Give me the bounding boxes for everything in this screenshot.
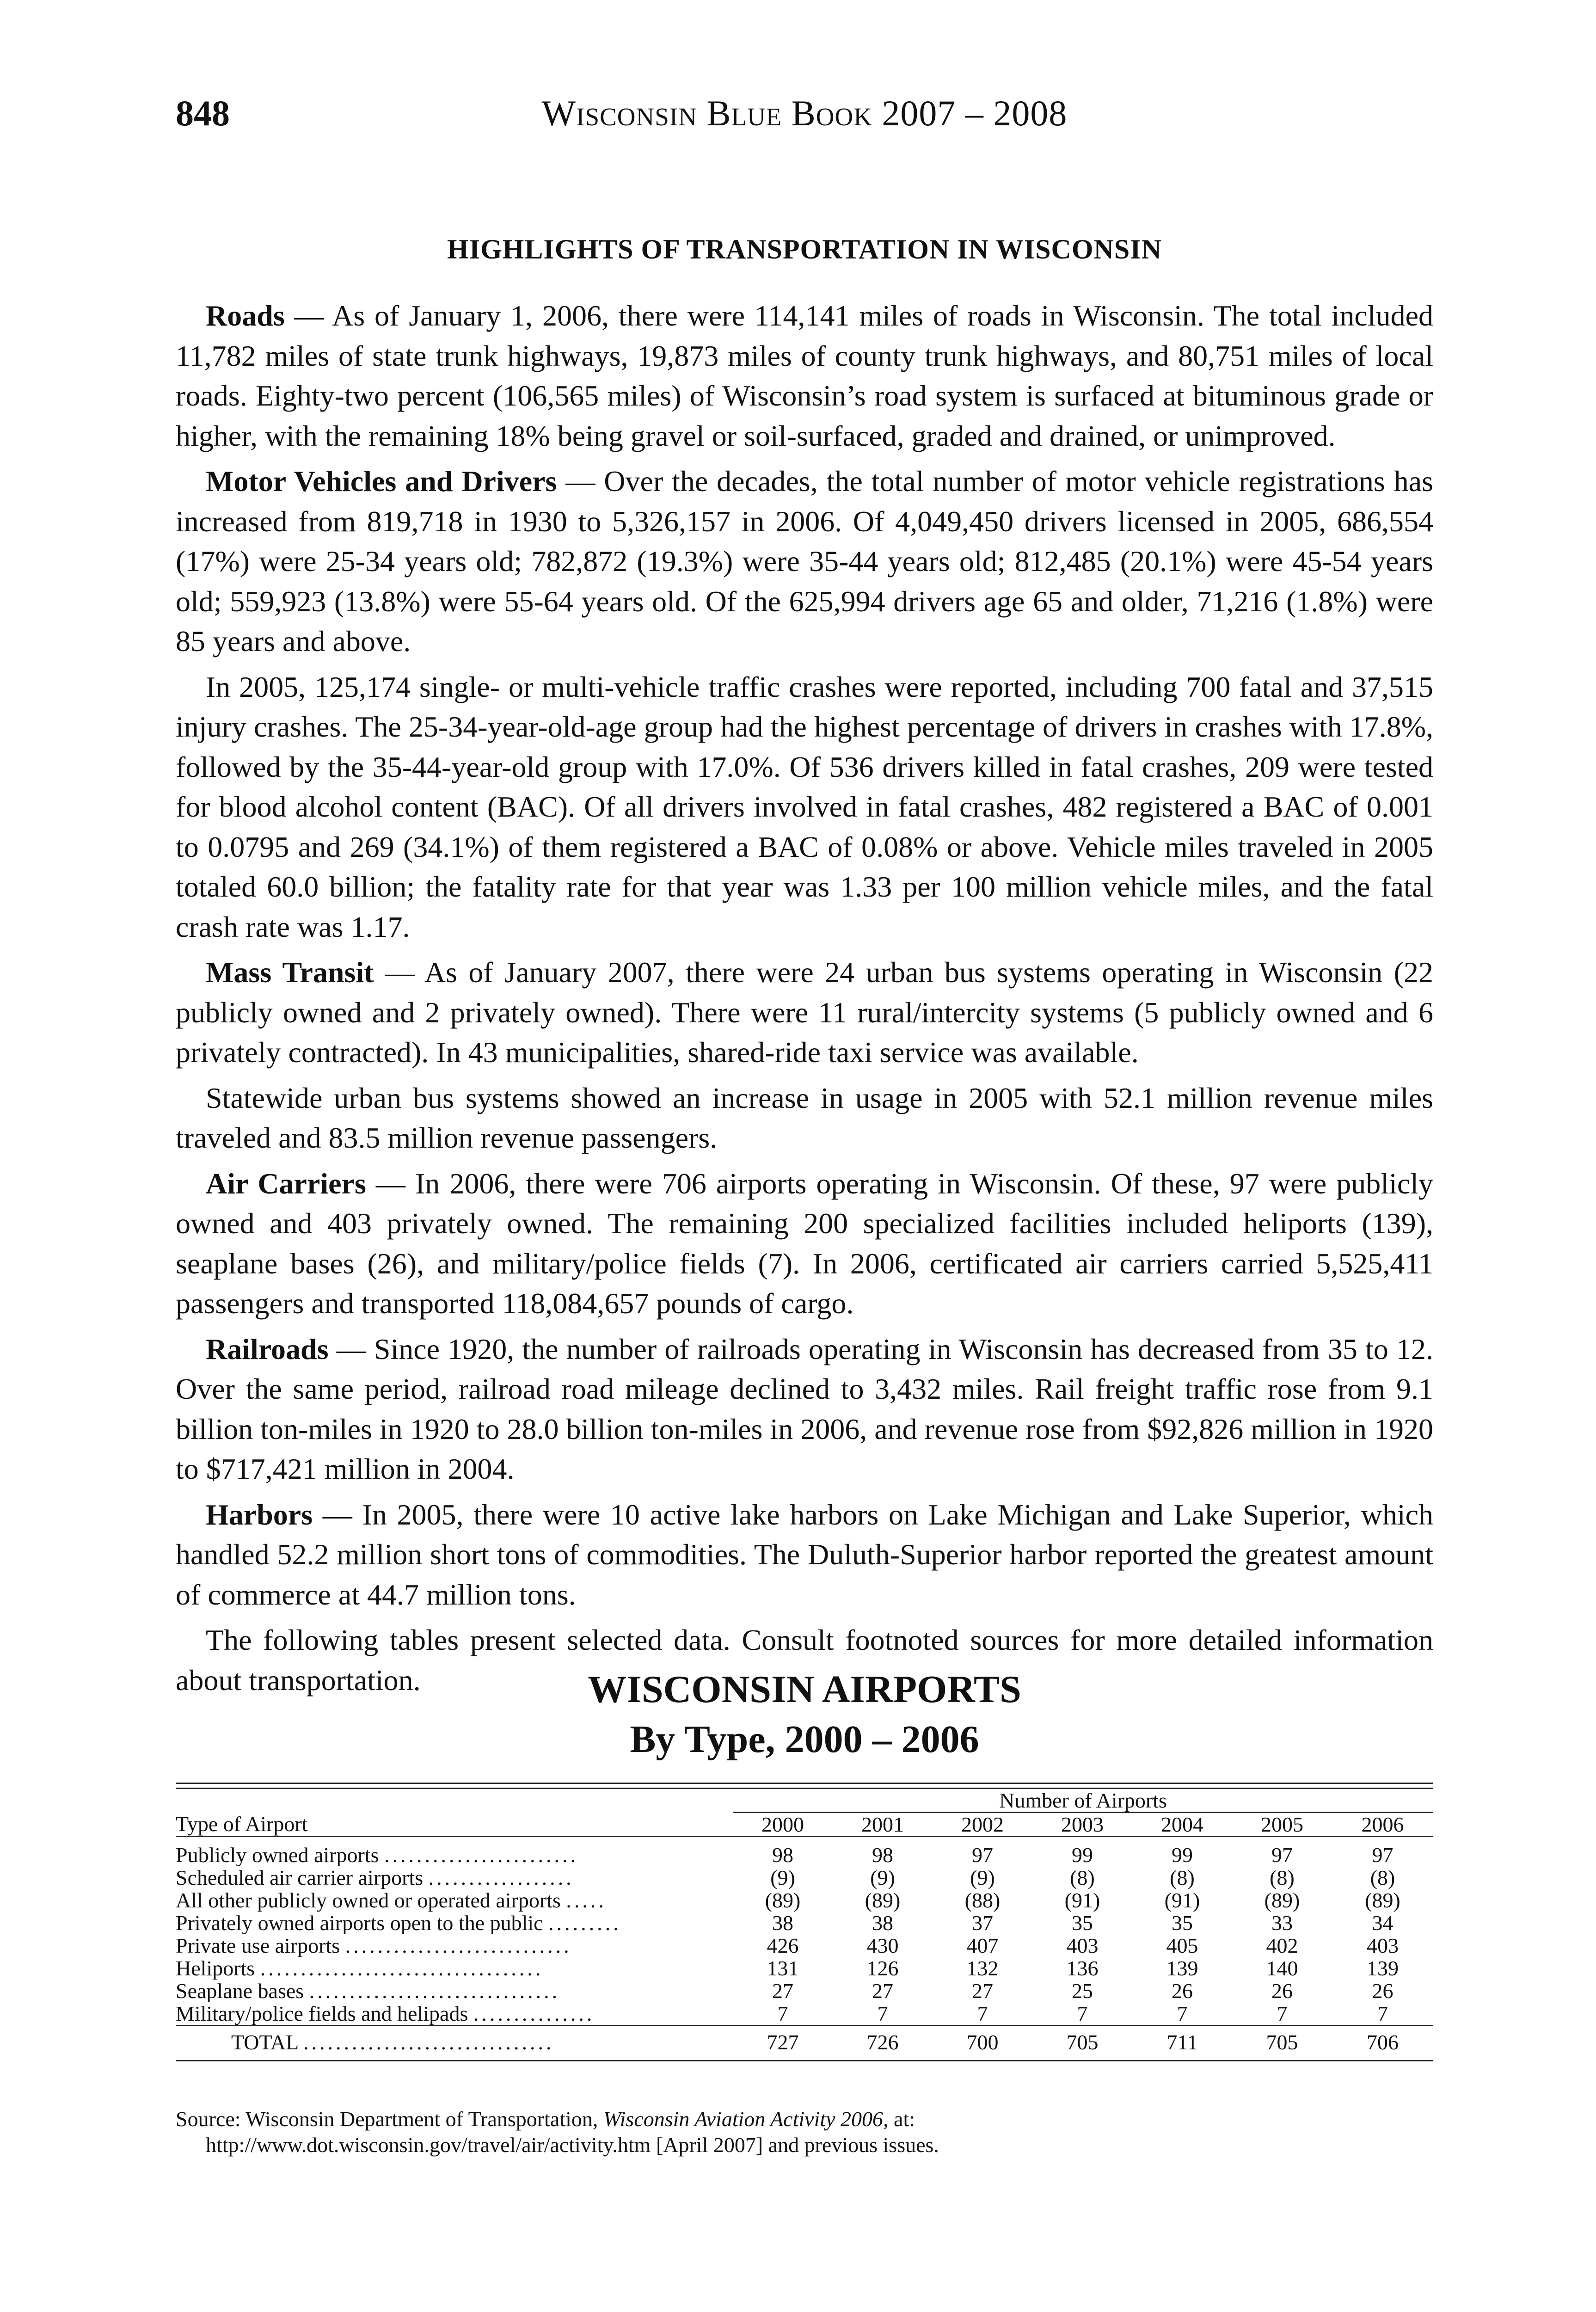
cell: (8) — [1170, 1866, 1195, 1889]
running-head — [176, 92, 1433, 143]
cell: (89) — [1365, 1888, 1400, 1912]
paragraph-bus-usage — [176, 1078, 1433, 1158]
cell: (8) — [1270, 1866, 1295, 1889]
total-label: TOTAL ............................... — [176, 2026, 733, 2061]
cell: 7 — [1177, 2002, 1188, 2025]
paragraph-lead: Mass Transit — [206, 956, 374, 989]
column-header-year: 2006 — [1332, 1813, 1433, 1837]
cell: 34 — [1372, 1911, 1393, 1935]
paragraph-lead: Harbors — [206, 1498, 313, 1531]
table-title-sub: By Type, 2000 – 2006 — [630, 1718, 979, 1761]
table-row — [176, 1934, 1433, 1957]
cell: 405 — [1166, 1934, 1198, 1957]
cell: (8) — [1070, 1866, 1095, 1889]
total-cell: 705 — [1032, 2026, 1132, 2061]
cell: 426 — [767, 1934, 799, 1957]
airports-table-wrap — [176, 1783, 1433, 2061]
cell: 99 — [1172, 1843, 1193, 1867]
table-row — [176, 1866, 1433, 1889]
total-cell: 700 — [933, 2026, 1032, 2061]
cell: 27 — [972, 1979, 993, 2003]
source-publication: Wisconsin Aviation Activity 2006, — [603, 2107, 889, 2131]
cell: 37 — [972, 1911, 993, 1935]
paragraph-body: — In 2006, there were 706 airports operating in Wisconsin. Of these, 97 were publicly owned and 403 privately owned. The remaining 200 specialized facilities included heliports (139), seaplane bases (26), and military/police fields (7). In 2006, certificated air carriers carried 5,525,411 passengers and transported 118,084,657 pounds of cargo. — [176, 1167, 1434, 1320]
source-note — [176, 2106, 1433, 2158]
row-label: Seaplane bases ............................... — [176, 1980, 560, 2002]
section-title: HIGHLIGHTS OF TRANSPORTATION IN WISCONSIN — [447, 234, 1162, 264]
cell: 7 — [1077, 2002, 1088, 2025]
row-label: Scheduled air carrier airports .................. — [176, 1866, 574, 1889]
total-cell: 726 — [833, 2026, 933, 2061]
cell: 35 — [1172, 1911, 1193, 1935]
cell: (89) — [1264, 1888, 1300, 1912]
cell: 131 — [767, 1956, 799, 1980]
paragraph-air-carriers — [176, 1164, 1433, 1324]
column-header-year: 2003 — [1032, 1813, 1132, 1837]
cell: 38 — [772, 1911, 793, 1935]
airports-table — [176, 1789, 1433, 2061]
column-header-year: 2000 — [733, 1813, 833, 1837]
cell: (9) — [970, 1866, 995, 1889]
cell: 139 — [1367, 1956, 1399, 1980]
table-row — [176, 1889, 1433, 1912]
column-header-year: 2002 — [933, 1813, 1032, 1837]
cell: 98 — [872, 1843, 893, 1867]
cell: 27 — [872, 1979, 893, 2003]
cell: 26 — [1172, 1979, 1193, 2003]
paragraph-body: — As of January 1, 2006, there were 114,141 miles of roads in Wisconsin. The total included 11,782 miles of state trunk highways, 19,873 miles of county trunk highways, and 80,751 miles of local roads. Eighty-two percent (106,565 miles) of Wisconsin’s road system is surfaced at bituminous grade or higher, with the remaining 18% being gravel or soil-surfaced, graded and drained, or unimproved. — [176, 299, 1433, 452]
cell: 132 — [966, 1956, 999, 1980]
cell: 97 — [972, 1843, 993, 1867]
paragraph-lead: Motor Vehicles and Drivers — [206, 465, 557, 498]
cell: (89) — [865, 1888, 901, 1912]
cell: 7 — [877, 2002, 888, 2025]
table-title — [176, 1665, 1433, 1765]
page-number: 848 — [176, 93, 230, 133]
source-prefix: Source: Wisconsin Department of Transportation, — [176, 2107, 603, 2131]
cell: 98 — [772, 1843, 793, 1867]
paragraph-lead: Roads — [206, 299, 285, 332]
cell: (91) — [1164, 1888, 1200, 1912]
cell: (8) — [1370, 1866, 1395, 1889]
column-header-year: 2005 — [1232, 1813, 1332, 1837]
paragraph-crashes — [176, 667, 1433, 947]
row-label: Publicly owned airports ........................ — [176, 1843, 578, 1866]
table-row — [176, 1837, 1433, 1867]
row-label: Heliports ................................... — [176, 1957, 544, 1980]
cell: (89) — [765, 1888, 801, 1912]
cell: 33 — [1271, 1911, 1293, 1935]
cell: 25 — [1072, 1979, 1093, 2003]
cell: 38 — [872, 1911, 893, 1935]
cell: 26 — [1271, 1979, 1293, 2003]
cell: 97 — [1271, 1843, 1293, 1867]
paragraph-body: — Since 1920, the number of railroads operating in Wisconsin has decreased from 35 to 12. Over the same period, railroad road mileage declined to 3,432 miles. Rail freight traffic rose from 9.1 billion ton-miles in 1920 to 28.0 billion ton-miles in 2006, and revenue rose from $92,826 million in 1920 to $717,421 million in 2004. — [176, 1332, 1433, 1485]
source-url: http://www.dot.wisconsin.gov/travel/air/activity.htm [April 2007] and previous issues. — [206, 2133, 939, 2157]
paragraph-motor-vehicles — [176, 461, 1433, 662]
cell: (88) — [964, 1888, 1001, 1912]
paragraph-lead: Air Carriers — [206, 1167, 366, 1200]
cell: 35 — [1072, 1911, 1093, 1935]
cell: (91) — [1064, 1888, 1100, 1912]
table-group-header-row — [176, 1789, 1433, 1813]
total-cell: 727 — [733, 2026, 833, 2061]
paragraph-roads — [176, 296, 1433, 456]
total-cell: 705 — [1232, 2026, 1332, 2061]
row-label: Private use airports ............................ — [176, 1934, 572, 1957]
row-label: Military/police fields and helipads ............... — [176, 2002, 595, 2025]
paragraph-body: — As of January 2007, there were 24 urban bus systems operating in Wisconsin (22 publicly owned and 2 privately owned). There were 11 rural/intercity systems (5 publicly owned and 6 privately contracted). In 43 municipalities, shared-ride taxi service was available. — [176, 956, 1433, 1069]
row-label: Privately owned airports open to the public ......... — [176, 1912, 621, 1934]
cell: 403 — [1367, 1934, 1399, 1957]
row-label: All other publicly owned or operated airports ..... — [176, 1889, 607, 1912]
cell: (9) — [770, 1866, 795, 1889]
cell: 97 — [1372, 1843, 1393, 1867]
table-column-header-row — [176, 1813, 1433, 1837]
table-row — [176, 1957, 1433, 1980]
cell: 7 — [777, 2002, 788, 2025]
paragraph-body: — Over the decades, the total number of motor vehicle registrations has increased from 819,718 in 1930 to 5,326,157 in 2006. Of 4,049,450 drivers licensed in 2005, 686,554 (17%) were 25-34 years old; 782,872 (19.3%) were 35-44 years old; 812,485 (20.1%) were 45-54 years old; 559,923 (13.8%) were 55-64 years old. Of the 625,994 drivers age 65 and older, 71,216 (1.8%) were 85 years and above. — [176, 465, 1434, 658]
cell: 430 — [866, 1934, 899, 1957]
total-cell: 711 — [1132, 2026, 1232, 2061]
cell: 7 — [977, 2002, 988, 2025]
cell: 136 — [1066, 1956, 1099, 1980]
paragraph-lead: Railroads — [206, 1332, 329, 1365]
cell: 140 — [1266, 1956, 1298, 1980]
cell: 402 — [1266, 1934, 1298, 1957]
body-text — [176, 296, 1433, 1706]
cell: 403 — [1066, 1934, 1099, 1957]
paragraph-harbors — [176, 1495, 1433, 1615]
cell: 407 — [966, 1934, 999, 1957]
table-group-header-spacer — [176, 1789, 733, 1813]
paragraph-body: In 2005, 125,174 single- or multi-vehicle traffic crashes were reported, including 700 fatal and 37,515 injury crashes. The 25-34-year-old-age group had the highest percentage of drivers in crashes with 17.8%, followed by the 35-44-year-old group with 17.0%. Of 536 drivers killed in fatal crashes, 209 were tested for blood alcohol content (BAC). Of all drivers involved in fatal crashes, 482 registered a BAC of 0.001 to 0.0795 and 269 (34.1%) of them registered a BAC of 0.08% or above. Vehicle miles traveled in 2005 totaled 60.0 billion; the fatality rate for that year was 1.33 per 100 million vehicle miles, and the fatal crash rate was 1.17. — [176, 670, 1433, 943]
table-row — [176, 1912, 1433, 1934]
cell: (9) — [870, 1866, 895, 1889]
paragraph-body: Statewide urban bus systems showed an increase in usage in 2005 with 52.1 million revenue miles traveled and 83.5 million revenue passengers. — [176, 1081, 1433, 1154]
total-cell: 706 — [1332, 2026, 1433, 2061]
table-total-row — [176, 2026, 1433, 2061]
cell: 7 — [1377, 2002, 1388, 2025]
cell: 26 — [1372, 1979, 1393, 2003]
table-row — [176, 1980, 1433, 2002]
column-header-type: Type of Airport — [176, 1813, 733, 1837]
cell: 27 — [772, 1979, 793, 2003]
table-group-header: Number of Airports — [733, 1789, 1433, 1813]
table-row — [176, 2002, 1433, 2026]
table-top-rule — [176, 1783, 1433, 1789]
table-title-main: WISCONSIN AIRPORTS — [588, 1668, 1021, 1711]
source-suffix: at: — [888, 2107, 915, 2131]
cell: 126 — [866, 1956, 899, 1980]
cell: 139 — [1166, 1956, 1198, 1980]
paragraph-railroads — [176, 1329, 1433, 1489]
column-header-year: 2001 — [833, 1813, 933, 1837]
paragraph-body: — In 2005, there were 10 active lake harbors on Lake Michigan and Lake Superior, which handled 52.2 million short tons of commodities. The Duluth-Superior harbor reported the greatest amount of commerce at 44.7 million tons. — [176, 1498, 1433, 1611]
paragraph-mass-transit — [176, 953, 1433, 1073]
cell: 7 — [1277, 2002, 1288, 2025]
book-title: Wisconsin Blue Book 2007 – 2008 — [541, 93, 1068, 133]
cell: 99 — [1072, 1843, 1093, 1867]
column-header-year: 2004 — [1132, 1813, 1232, 1837]
paragraph-body: The following tables present selected data. Consult footnoted sources for more detailed information about transportation. — [176, 1623, 1433, 1697]
